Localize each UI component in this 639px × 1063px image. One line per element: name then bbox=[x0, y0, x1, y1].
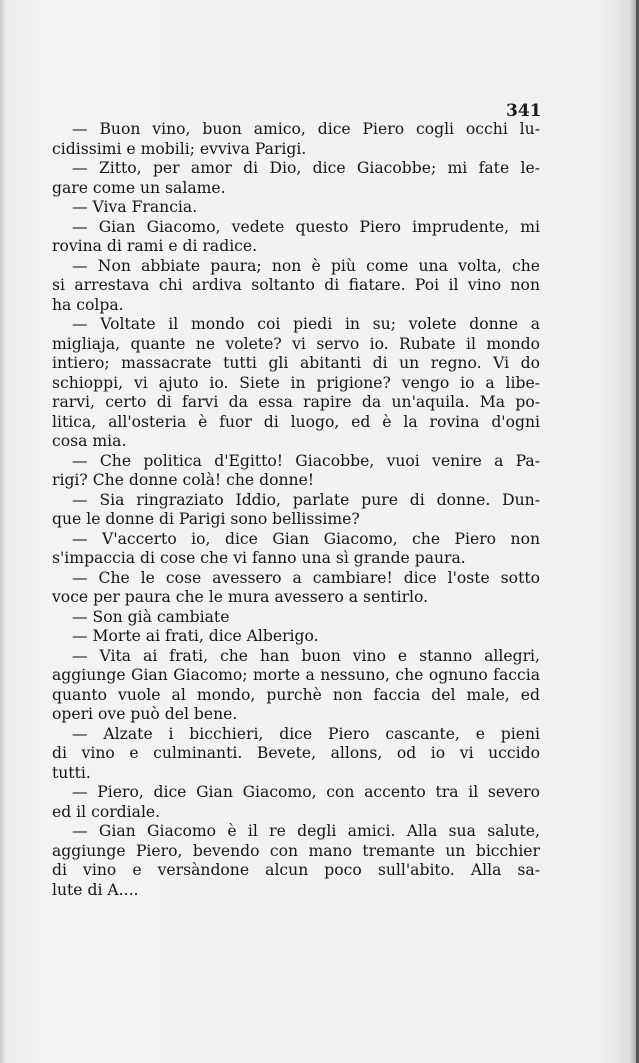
text-line: — Gian Giacomo è il re degli amici. Alla sua salute, bbox=[72, 822, 540, 840]
text-line: quanto vuole al mondo, purchè non faccia del male, ed bbox=[52, 685, 540, 704]
text-line: cidissimi e mobili; evviva Parigi. bbox=[52, 139, 307, 158]
text-line: — Buon vino, buon amico, dice Piero cogli occhi lu- bbox=[72, 120, 540, 138]
text-line: ed il cordiale. bbox=[52, 802, 161, 821]
text-line: voce per paura che le mura avessero a sentirlo. bbox=[52, 588, 429, 606]
text-line: gare come un salame. bbox=[52, 178, 226, 197]
text-line: aggiunge Gian Giacomo; morte a nessuno, che ognuno faccia bbox=[52, 666, 540, 684]
text-line: litica, all'osteria è fuor di luogo, ed è la rovina d'ogni bbox=[52, 412, 540, 431]
text-line: — Piero, dice Gian Giacomo, con accento tra il severo bbox=[72, 783, 540, 801]
text-line: — Vita ai frati, che han buon vino e stanno allegri, bbox=[72, 646, 540, 665]
text-line: migliaja, quante ne volete? vi servo io. Rubate il mondo bbox=[52, 334, 540, 353]
text-line: — Son già cambiate bbox=[72, 607, 230, 626]
text-line: — Gian Giacomo, vedete questo Piero imprudente, mi bbox=[72, 217, 540, 236]
text-line: cosa mia. bbox=[52, 432, 127, 450]
text-line: — Non abbiate paura; non è più come una volta, che bbox=[72, 256, 540, 275]
text-line: — Che politica d'Egitto! Giacobbe, vuoi venire a Pa- bbox=[72, 451, 540, 470]
text-line: schioppi, vi ajuto io. Siete in prigione? vengo io a libe- bbox=[52, 373, 540, 392]
text-line: — Che le cose avessero a cambiare! dice l'oste sotto bbox=[72, 568, 540, 587]
text-line: aggiunge Piero, bevendo con mano tremante un bicchier bbox=[52, 841, 540, 860]
page-number: 341 bbox=[506, 101, 542, 121]
text-line: rarvi, certo di farvi da essa rapire da un'aquila. Ma po- bbox=[52, 393, 540, 411]
text-line: — V'accerto io, dice Gian Giacomo, che Piero non bbox=[72, 529, 540, 548]
text-line: s'impaccia di cose che vi fanno una sì grande paura. bbox=[52, 549, 466, 567]
text-line: di vino e versàndone alcun poco sull'abito. Alla sa- bbox=[52, 861, 540, 879]
text-line: di vino e culminanti. Bevete, allons, od io vi uccido bbox=[52, 744, 540, 762]
text-line: operi ove può del bene. bbox=[52, 705, 238, 723]
text-line: — Morte ai frati, dice Alberigo. bbox=[72, 627, 319, 645]
text-line: rigi? Che donne colà! che donne! bbox=[52, 471, 315, 489]
text-line: lute di A.... bbox=[52, 880, 139, 899]
text-line: si arrestava chi ardiva soltanto di fiatare. Poi il vino non bbox=[52, 276, 540, 294]
text-line: — Viva Francia. bbox=[72, 198, 198, 216]
text-line: tutti. bbox=[52, 763, 91, 782]
text-line: — Alzate i bicchieri, dice Piero cascante, e pieni bbox=[72, 724, 540, 743]
text-line: que le donne di Parigi sono bellissime? bbox=[52, 510, 360, 528]
text-line: rovina di rami e di radice. bbox=[52, 237, 258, 255]
text-line: — Zitto, per amor di Dio, dice Giacobbe; mi fate le- bbox=[72, 159, 540, 177]
text-line: ha colpa. bbox=[52, 295, 124, 314]
text-line: — Sia ringraziato Iddio, parlate pure di donne. Dun- bbox=[72, 490, 540, 509]
text-line: — Voltate il mondo coi piedi in su; volete donne a bbox=[72, 315, 540, 333]
text-line: intiero; massacrate tutti gli abitanti di un regno. Vi do bbox=[52, 354, 540, 372]
page-text bbox=[52, 120, 540, 900]
